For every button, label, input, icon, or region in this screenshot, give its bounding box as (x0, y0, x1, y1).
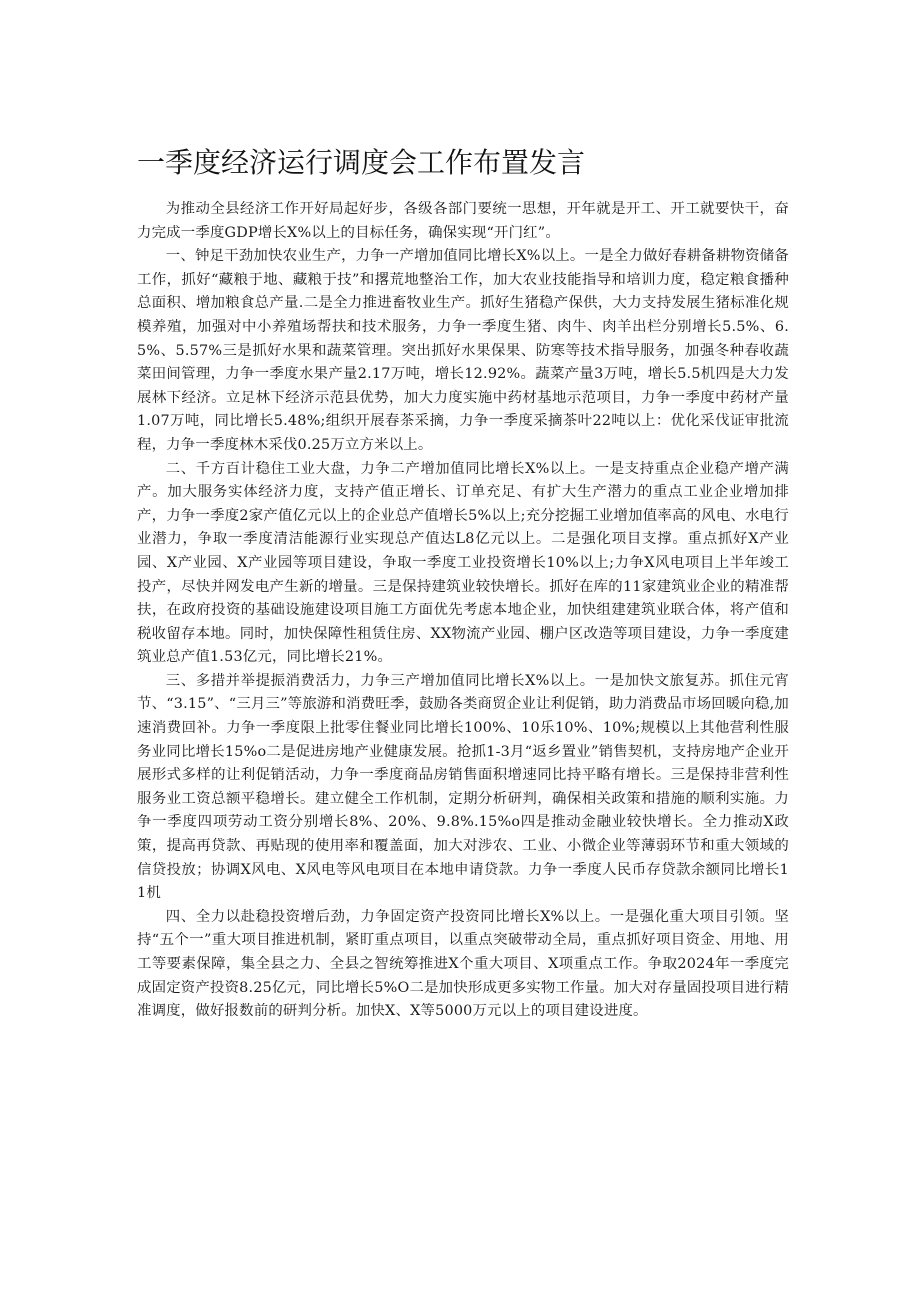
agriculture-paragraph: 一、钟足干劲加快农业生产，力争一产增加值同比增长X%以上。一是全力做好春耕备耕物资储备工作，抓好“藏粮于地、藏粮于技”和撂荒地整治工作，加大农业技能指导和培训力度，稳定粮食播种总面积、增加粮食总产量.二是全力推进畜牧业生产。抓好生猪稳产保供，大力支持发展生猪标准化规模养殖，加强对中小养殖场帮扶和技术服务，力争一季度生猪、肉牛、肉羊出栏分别增长5.5%、6.5%、5.57%三是抓好水果和蔬菜管理。突出抓好水果保果、防寒等技术指导服务，加强冬种春收蔬菜田间管理，力争一季度水果产量2.17万吨，增长12.92%。蔬菜产量3万吨，增长5.5机四是大力发展林下经济。立足林下经济示范县优势，加大力度实施中药材基地示范项目，力争一季度中药材产量1.07万吨，同比增长5.48%;组织开展春茶采摘，力争一季度采摘茶叶22吨以上：优化采伐证审批流程，力争一季度林木采伐0.25万立方米以上。 (137, 248, 789, 453)
consumption-paragraph: 三、多措并举提振消费活力，力争三产增加值同比增长X%以上。一是加快文旅复苏。抓住元宵节、“3.15”、“三月三”等旅游和消费旺季，鼓励各类商贸企业让利促销，助力消费品市场回暖向稳,加速消费回补。力争一季度限上批零住餐业同比增长100%、10乐10%、10%;规模以上其他营利性服务业同比增长15%o二是促进房地产业健康发展。抢抓1-3月“返乡置业”销售契机，支持房地产企业开展形式多样的让利促销活动，力争一季度商品房销售面积增速同比持平略有增长。三是保持非营利性服务业工资总额平稳增长。建立健全工作机制，定期分析研判，确保相关政策和措施的顺利实施。力争一季度四项劳动工资分别增长8%、20%、9.8%.15%o四是推动金融业较快增长。全力推动X政策，提高再贷款、再贴现的使用率和覆盖面，加大对涉农、工业、小微企业等薄弱环节和重大领域的信贷投放；协调X风电、X风电等风电项目在本地申请贷款。力争一季度人民币存贷款余额同比增长11机 (137, 672, 789, 902)
document-body (137, 198, 789, 1024)
industry-paragraph: 二、千方百计稳住工业大盘，力争二产增加值同比增长X%以上。一是支持重点企业稳产增产满产。加大服务实体经济力度，支持产值正增长、订单充足、有扩大生产潜力的重点工业企业增加排产，力争一季度2家产值亿元以上的企业总产值增长5%以上;充分挖掘工业增加值率高的风电、水电行业潜力，争取一季度清洁能源行业实现总产值达L8亿元以上。二是强化项目支撑。重点抓好X产业园、X产业园、X产业园等项目建设，争取一季度工业投资增长10%以上;力争X风电项目上半年竣工投产，尽快并网发电产生新的增量。三是保持建筑业较快增长。抓好在库的11家建筑业企业的精准帮扶，在政府投资的基础设施建设项目施工方面优先考虑本地企业，加快组建建筑业联合体，将产值和税收留存本地。同时，加快保障性租赁住房、XX物流产业园、棚户区改造等项目建设，力争一季度建筑业总产值1.53亿元，同比增长21%。 (137, 460, 789, 666)
intro-paragraph: 为推动全县经济工作开好局起好步，各级各部门要统一思想，开年就是开工、开工就要快干，奋力完成一季度GDP增长X%以上的目标任务，确保实现“开门红”。 (137, 201, 789, 241)
document-title: 一季度经济运行调度会工作布置发言 (137, 146, 586, 179)
investment-paragraph: 四、全力以赴稳投资增后劲，力争固定资产投资同比增长X%以上。一是强化重大项目引领。坚持“五个一”重大项目推进机制，紧盯重点项目，以重点突破带动全局，重点抓好项目资金、用地、用工等要素保障，集全县之力、全县之智统筹推进X个重大项目、X项重点工作。争取2024年一季度完成固定资产投资8.25亿元，同比增长5%O二是加快形成更多实物工作量。加大对存量固投项目进行精准调度，做好报数前的研判分析。加快X、X等5000万元以上的项目建设进度。 (137, 908, 789, 1020)
